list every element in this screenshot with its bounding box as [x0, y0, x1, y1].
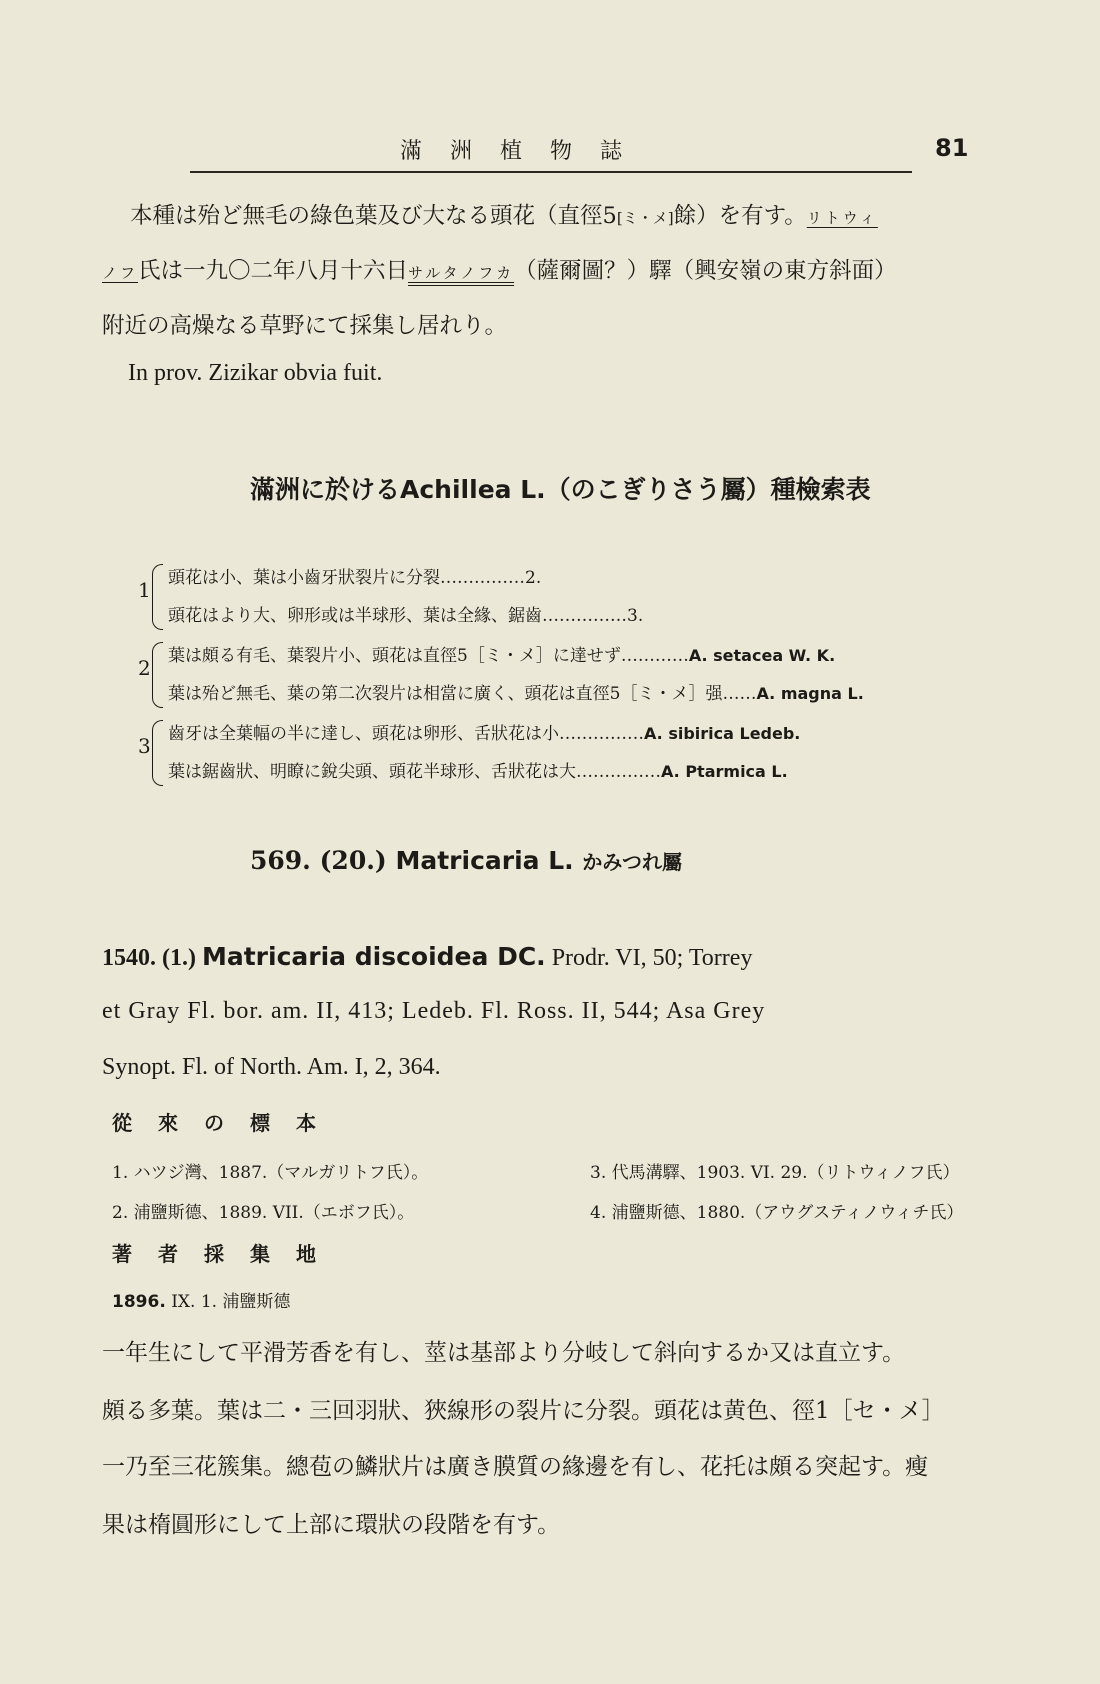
- key-lead-a: [168, 638, 835, 674]
- key-number: 1: [138, 578, 151, 602]
- intro-text-1: 本種は殆ど無毛の綠色葉及び大なる頭花（直徑5: [130, 203, 617, 229]
- intro-text-1-end: 餘）を有す。: [673, 203, 807, 229]
- intro-line-2: [102, 253, 897, 285]
- key-number: 2: [138, 656, 151, 680]
- specimen-item-3: 3. 代馬溝驛、1903. VI. 29.（リトウィノフ氏）: [590, 1163, 960, 1183]
- author-specimen-item: [112, 1287, 290, 1312]
- species-name: Matricaria discoidea DC.: [201, 942, 546, 971]
- author-specimen-year: 1896.: [112, 1292, 166, 1312]
- genus-japanese-name: かみつれ屬: [582, 850, 682, 874]
- key-brace: [152, 564, 163, 630]
- key-lead-b-text: 葉は殆ど無毛、葉の第二次裂片は相當に廣く、頭花は直徑5［ミ・メ］强……: [168, 684, 757, 704]
- description-line-4: 果は楕圓形にして上部に環狀の段階を有す。: [102, 1512, 561, 1538]
- collector-name-part-2: ノフ: [102, 264, 139, 282]
- genus-number: 569. (20.): [250, 846, 387, 875]
- genus-heading: [250, 846, 682, 875]
- key-lead-a: [168, 560, 541, 596]
- specimens-heading: 從來の標本: [112, 1111, 342, 1135]
- page-number: 81: [935, 134, 969, 162]
- specimen-item-2: 2. 浦鹽斯德、1889. VII.（エボフ氏）。: [112, 1203, 415, 1223]
- genus-name: Matricaria L.: [395, 846, 574, 875]
- species-line-1: [102, 942, 752, 972]
- specimen-item-1: 1. ハツジ灣、1887.（マルガリトフ氏）。: [112, 1163, 429, 1183]
- key-lead-b-text: 頭花はより大、卵形或は半球形、葉は全緣、鋸齒……………3.: [168, 606, 644, 626]
- intro-line-3: 附近の高燥なる草野にて採集し居れり。: [102, 313, 508, 339]
- key-lead-a-text: 齒牙は全葉幅の半に達し、頭花は卵形、舌狀花は小……………: [168, 724, 644, 744]
- running-header: [190, 128, 910, 168]
- key-brace: [152, 642, 163, 708]
- key-species: A. sibirica Ledeb.: [644, 724, 801, 743]
- description-line-3: 一乃至三花簇集。總苞の鱗狀片は廣き膜質の緣邊を有し、花托は頗る突起す。瘦: [102, 1454, 929, 1480]
- place-name: サルタノフカ: [408, 264, 515, 282]
- key-lead-a: [168, 716, 800, 752]
- key-species: A. setacea W. K.: [688, 646, 836, 665]
- key-lead-a-text: 葉は頗る有毛、葉裂片小、頭花は直徑5［ミ・メ］に達せず…………: [168, 646, 689, 666]
- species-number: 1540. (1.): [102, 945, 196, 971]
- key-brace: [152, 720, 163, 786]
- species-reference-2: et Gray Fl. bor. am. II, 413; Ledeb. Fl. Ross. II, 544; Asa Grey: [102, 998, 766, 1024]
- key-lead-b: [168, 754, 788, 790]
- description-line-2: 頗る多葉。葉は二・三回羽狀、狹線形の裂片に分裂。頭花は黄色、徑1［セ・メ］: [102, 1398, 945, 1424]
- header-title: 滿洲植物誌: [400, 139, 651, 164]
- author-specimens-heading: 著者採集地: [112, 1242, 342, 1266]
- header-rule: [190, 171, 912, 173]
- key-lead-a-text: 頭花は小、葉は小齒牙狀裂片に分裂……………2.: [168, 568, 542, 588]
- intro-text-2-end: （薩爾圖？）驛（興安嶺の東方斜面）: [514, 258, 897, 284]
- key-title-prefix: 滿洲に於ける: [250, 475, 401, 504]
- species-reference-3: Synopt. Fl. of North. Am. I, 2, 364.: [102, 1054, 441, 1080]
- specimen-item-4: 4. 浦鹽斯德、1880.（アウグスティノウィチ氏）: [590, 1203, 964, 1223]
- key-lead-b-text: 葉は鋸齒狀、明瞭に銳尖頭、頭花半球形、舌狀花は大……………: [168, 762, 661, 782]
- description-line-1: 一年生にして平滑芳香を有し、莖は基部より分岐して斜向するか又は直立す。: [102, 1340, 906, 1366]
- key-number: 3: [138, 734, 151, 758]
- key-lead-b: [168, 598, 643, 634]
- key-title: [250, 470, 871, 506]
- intro-line-1: 本種は殆ど無毛の綠色葉及び大なる頭花（直徑5[ミ・メ]餘）を有す。リトウィ: [130, 203, 878, 229]
- intro-unit: ミ・メ: [622, 209, 668, 227]
- key-lead-b: [168, 676, 864, 712]
- species-reference-1: Prodr. VI, 50; Torrey: [551, 945, 753, 971]
- key-species: A. Ptarmica L.: [661, 762, 788, 781]
- intro-latin: In prov. Zizikar obvia fuit.: [128, 360, 383, 386]
- key-title-suffix: （のこぎりさう屬）種檢索表: [545, 475, 871, 504]
- key-title-genus: Achillea L.: [400, 475, 546, 504]
- author-specimen-text: IX. 1. 浦鹽斯德: [171, 1292, 291, 1312]
- intro-text-2: 氏は一九〇二年八月十六日: [138, 258, 409, 284]
- collector-name-part-1: リトウィ: [806, 209, 878, 227]
- key-species: A. magna L.: [756, 684, 864, 703]
